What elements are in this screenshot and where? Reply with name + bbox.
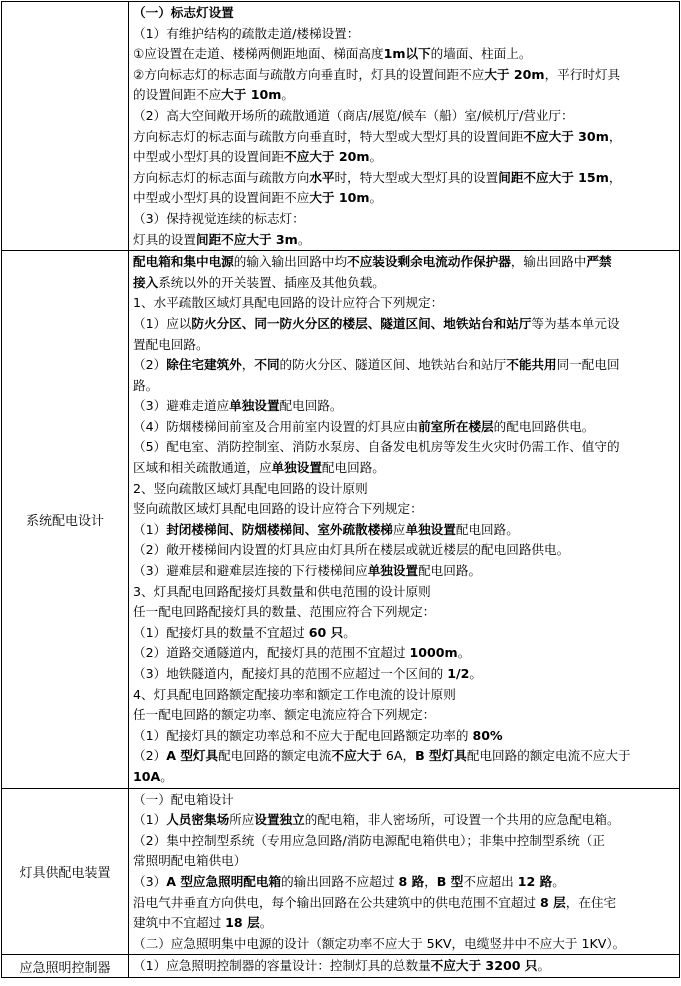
text-line bbox=[133, 147, 675, 168]
body-text: 。 bbox=[369, 149, 383, 165]
body-text: 。 bbox=[369, 190, 383, 206]
emphasis-text: 不应大于 bbox=[331, 748, 382, 764]
body-text: （1）应急照明控制器的容量设计：控制灯具的总数量 bbox=[133, 958, 431, 974]
body-text: 区域和相关疏散通道，应 bbox=[133, 460, 272, 476]
emphasis-text: 间距不应大于 3m bbox=[195, 231, 298, 247]
emphasis-text: 单独设置 bbox=[367, 563, 419, 579]
text-line bbox=[133, 437, 675, 458]
text-line bbox=[133, 479, 675, 500]
text-line bbox=[133, 893, 675, 914]
body-text: 3、灯具配电回路配接灯具数量和供电范围的设计原则 bbox=[133, 583, 431, 599]
text-line bbox=[133, 44, 675, 65]
body-text: ①应设置在走道、楼梯两侧距地面、梯面高度 bbox=[133, 46, 384, 62]
body-text: 应 bbox=[392, 521, 406, 537]
text-line bbox=[133, 3, 675, 24]
text-line bbox=[133, 561, 675, 582]
body-text: 。 bbox=[297, 231, 311, 247]
text-line bbox=[133, 934, 675, 955]
text-line bbox=[133, 209, 675, 230]
body-text: 。 bbox=[343, 624, 356, 640]
table-row bbox=[2, 251, 680, 788]
body-text: （2）高大空间敞开场所的疏散通道（商店/展览/候车（船）室/候机厅/营业厅： bbox=[133, 107, 574, 123]
body-text: 任一配电回路配接灯具的数量、范围应符合下列规定： bbox=[133, 604, 436, 620]
row-label bbox=[2, 2, 129, 251]
emphasis-text: 防火分区、同一防火分区的楼层、隧道区间、地铁站台和站厅 bbox=[191, 315, 532, 331]
body-text: 等为基本单元设 bbox=[531, 315, 620, 331]
body-text: 方向标志灯的标志面与疏散方向垂直时，特大型或大型灯具的设置间距 bbox=[133, 128, 524, 144]
body-text: 时，特大型或大型灯具的设置 bbox=[334, 169, 499, 185]
emphasis-text: B 型灯具 bbox=[415, 748, 467, 764]
body-text: （1）有维护结构的疏散走道/楼梯设置： bbox=[133, 25, 360, 41]
text-line bbox=[133, 623, 675, 644]
text-line bbox=[133, 582, 675, 603]
emphasis-text: 大于 10m bbox=[309, 190, 370, 206]
text-line bbox=[133, 335, 675, 356]
text-line bbox=[133, 913, 675, 934]
body-text: 建筑中不宜超过 bbox=[133, 915, 226, 931]
body-text: 的配电箱，非人密场所，可设置一个共用的应急配电箱。 bbox=[304, 812, 620, 828]
text-line bbox=[133, 355, 675, 376]
emphasis-text: （一）标志灯设置 bbox=[133, 5, 234, 20]
text-line bbox=[133, 85, 675, 106]
emphasis-text: 8 层 bbox=[540, 894, 566, 910]
text-line bbox=[133, 24, 675, 45]
body-text: 沿电气井垂直方向供电，每个输出回路在公共建筑中的供电范围不宜超过 bbox=[133, 894, 541, 910]
body-text: 配电回路。 bbox=[418, 563, 482, 579]
emphasis-text: 除住宅建筑外 bbox=[166, 357, 242, 373]
row-label: 灯具供配电装置 bbox=[2, 788, 129, 955]
emphasis-text: 人员密集场 bbox=[166, 812, 230, 828]
emphasis-text: 单独设置 bbox=[229, 398, 280, 414]
text-line bbox=[133, 499, 675, 520]
body-text: 。 bbox=[469, 666, 483, 681]
body-text: ， bbox=[608, 169, 622, 185]
body-text: （二）应急照明集中电源的设计（额定功率不应大于 5KV，电缆竖井中不应大于 1KV）。 bbox=[133, 935, 626, 951]
text-line bbox=[133, 417, 675, 438]
body-text: （1）配接灯具的数量不宜超过 bbox=[133, 624, 309, 640]
emphasis-text: 封闭楼梯间、防烟楼梯间、室外疏散楼梯 bbox=[166, 521, 393, 537]
body-text: 的输出回路不应超过 bbox=[281, 873, 399, 889]
body-text: 的墙面、柱面上。 bbox=[430, 46, 532, 62]
row-label: 系统配电设计 bbox=[2, 251, 129, 788]
body-text: （1） bbox=[133, 812, 167, 828]
body-text: 的防火分区、隧道区间、地铁站台和站厅 bbox=[279, 357, 507, 373]
body-text: （2）敞开楼梯间内设置的灯具应由灯具所在楼层或就近楼层的配电回路供电。 bbox=[133, 542, 570, 558]
text-line bbox=[133, 293, 675, 314]
text-line bbox=[133, 458, 675, 479]
text-line bbox=[133, 188, 675, 209]
row-content bbox=[129, 251, 680, 788]
body-text: ， bbox=[424, 873, 437, 889]
text-line bbox=[133, 520, 675, 541]
text-line bbox=[133, 705, 675, 726]
body-text: 6A， bbox=[381, 748, 416, 764]
text-line bbox=[133, 726, 675, 747]
body-text: 4、灯具配电回路额定配接功率和额定工作电流的设计原则 bbox=[133, 686, 456, 702]
emphasis-text: A 型灯具 bbox=[166, 748, 219, 764]
emphasis-text: 1000m bbox=[409, 645, 458, 661]
body-text: （2） bbox=[133, 357, 167, 373]
emphasis-text: 10A bbox=[133, 768, 161, 784]
body-text: 2、竖向疏散区域灯具配电回路的设计原则 bbox=[133, 480, 368, 496]
body-text: 不应超出 bbox=[463, 873, 518, 889]
text-line bbox=[133, 956, 675, 977]
body-text: （3） bbox=[133, 873, 167, 889]
emphasis-text: 80% bbox=[472, 727, 503, 743]
body-text: 。 bbox=[281, 87, 294, 103]
row-content bbox=[129, 955, 680, 978]
text-line bbox=[133, 376, 675, 397]
body-text: 同一配电回 bbox=[556, 357, 620, 373]
body-text: 灯具的设置 bbox=[133, 231, 196, 247]
body-text: ， bbox=[241, 357, 255, 373]
body-text: （2）道路交通隧道内，配接灯具的范围不宜超过 bbox=[133, 645, 410, 661]
table-row bbox=[2, 2, 680, 251]
body-text: 常照明配电箱供电） bbox=[133, 853, 247, 869]
body-text: ，输出回路中 bbox=[510, 254, 587, 270]
body-text: （1）应以 bbox=[133, 315, 192, 331]
body-text: 1、水平疏散区域灯具配电回路的设计应符合下列规定： bbox=[133, 295, 444, 311]
body-text: 的输入输出回路中均 bbox=[233, 254, 348, 270]
emphasis-text: 不同 bbox=[254, 357, 280, 373]
table-body bbox=[2, 2, 680, 978]
body-text: 。 bbox=[537, 958, 551, 974]
emphasis-text: 前室所在楼层 bbox=[418, 418, 494, 434]
emphasis-text: 间距不应大于 15m bbox=[498, 169, 609, 185]
emphasis-text: B 型 bbox=[436, 873, 464, 889]
body-text: （3）地铁隧道内，配接灯具的范围不应超过一个区间的 bbox=[133, 666, 448, 681]
text-line bbox=[133, 252, 675, 273]
text-line bbox=[133, 685, 675, 706]
emphasis-text: 不应大于 30m bbox=[523, 128, 609, 144]
body-text: 系统以外的开关装置、插座及其他负载。 bbox=[158, 274, 385, 290]
body-text: （一）配电箱设计 bbox=[133, 791, 234, 807]
body-text: ，平行时灯具 bbox=[544, 66, 621, 82]
body-text: 任一配电回路的额定功率、额定电流应符合下列规定： bbox=[133, 707, 436, 723]
emphasis-text: 水平 bbox=[309, 169, 335, 185]
text-line bbox=[133, 664, 675, 685]
body-text: 配电回路的额定电流不应大于 bbox=[466, 748, 631, 764]
body-text: ， bbox=[608, 128, 622, 144]
body-text: 。 bbox=[457, 645, 471, 661]
body-text: 配电回路。 bbox=[279, 398, 343, 414]
emphasis-text: 接入 bbox=[133, 274, 159, 290]
body-text: （1） bbox=[133, 521, 167, 537]
text-line bbox=[133, 273, 675, 294]
text-line bbox=[133, 851, 675, 872]
regulation-table bbox=[1, 1, 680, 978]
body-text: （1）配接灯具的额定功率总和不应大于配电回路额定功率的 bbox=[133, 727, 473, 743]
body-text: 置配电回路。 bbox=[133, 336, 209, 352]
text-line bbox=[133, 746, 675, 767]
emphasis-text: 配电箱和集中电源 bbox=[133, 254, 234, 270]
body-text: （2） bbox=[133, 748, 167, 764]
body-text: （4）防烟楼梯间前室及合用前室内设置的灯具应由 bbox=[133, 418, 419, 434]
emphasis-text: 8 路 bbox=[398, 873, 425, 889]
text-line bbox=[133, 106, 675, 127]
text-line bbox=[133, 168, 675, 189]
body-text: 配电回路。 bbox=[455, 521, 519, 537]
body-text: 方向标志灯的标志面与疏散方向 bbox=[133, 169, 310, 185]
body-text: （3）避难走道应 bbox=[133, 398, 230, 414]
body-text: （3）避难层和避难层连接的下行楼梯间应 bbox=[133, 563, 368, 579]
table-row bbox=[2, 788, 680, 955]
emphasis-text: 1m以下 bbox=[383, 46, 431, 62]
text-line bbox=[133, 831, 675, 852]
text-line bbox=[133, 230, 675, 251]
emphasis-text: A 型应急照明配电箱 bbox=[166, 873, 282, 889]
body-text: （2）集中控制型系统（专用应急回路/消防电源配电箱供电）；非集中控制型系统（正 bbox=[133, 832, 605, 848]
emphasis-text: 1/2 bbox=[447, 666, 470, 681]
body-text: 。 bbox=[160, 768, 173, 784]
emphasis-text: 60 只 bbox=[308, 624, 344, 640]
body-text: 。 bbox=[552, 873, 565, 889]
text-line bbox=[133, 127, 675, 148]
body-text: 配电回路的额定电流 bbox=[218, 748, 332, 764]
body-text: ，在住宅 bbox=[565, 894, 617, 910]
text-line bbox=[133, 643, 675, 664]
emphasis-text: 不应大于 bbox=[430, 958, 482, 974]
body-text: 竖向疏散区域灯具配电回路的设计应符合下列规定： bbox=[133, 501, 423, 517]
text-line bbox=[133, 767, 675, 788]
body-text: ②方向标志灯的标志面与疏散方向垂直时，灯具的设置间距不应 bbox=[133, 66, 485, 82]
text-line bbox=[133, 314, 675, 335]
body-text: 的设置间距不应 bbox=[133, 87, 222, 103]
emphasis-text: 单独设置 bbox=[405, 521, 456, 537]
body-text: 。 bbox=[259, 915, 273, 931]
emphasis-text: 严禁 bbox=[586, 254, 612, 270]
row-content bbox=[129, 788, 680, 955]
emphasis-text: 不应装设剩余电流动作保护器 bbox=[347, 254, 511, 270]
emphasis-text: 不应大于 20m bbox=[284, 149, 370, 165]
emphasis-text: 12 路 bbox=[517, 873, 553, 889]
body-text: 所应 bbox=[229, 812, 255, 828]
text-line bbox=[133, 540, 675, 561]
body-text: 配电回路。 bbox=[321, 460, 385, 476]
emphasis-text: 单独设置 bbox=[271, 460, 322, 476]
text-line bbox=[133, 65, 675, 86]
body-text: 中型或小型灯具的设置间距不应 bbox=[133, 190, 310, 206]
body-text: （5）配电室、消防控制室、消防水泵房、自备发电机房等发生火灾时仍需工作、值守的 bbox=[133, 439, 620, 455]
text-line bbox=[133, 810, 675, 831]
emphasis-text: 设置独立 bbox=[254, 812, 305, 828]
body-text: 中型或小型灯具的设置间距 bbox=[133, 149, 285, 165]
row-label: 应急照明控制器 bbox=[2, 955, 129, 978]
emphasis-text: 18 层 bbox=[225, 915, 260, 931]
text-line bbox=[133, 872, 675, 893]
row-content bbox=[129, 2, 680, 251]
emphasis-text: 大于 20m bbox=[484, 66, 545, 82]
body-text: 的配电回路供电。 bbox=[493, 418, 595, 434]
table-row bbox=[2, 955, 680, 978]
text-line bbox=[133, 602, 675, 623]
emphasis-text: 3200 只 bbox=[481, 958, 538, 974]
text-line bbox=[133, 790, 675, 811]
text-line bbox=[133, 396, 675, 417]
body-text: 路。 bbox=[133, 377, 159, 393]
emphasis-text: 不能共用 bbox=[506, 357, 557, 373]
emphasis-text: 大于 10m bbox=[221, 87, 282, 103]
body-text: （3）保持视觉连续的标志灯： bbox=[133, 210, 305, 226]
